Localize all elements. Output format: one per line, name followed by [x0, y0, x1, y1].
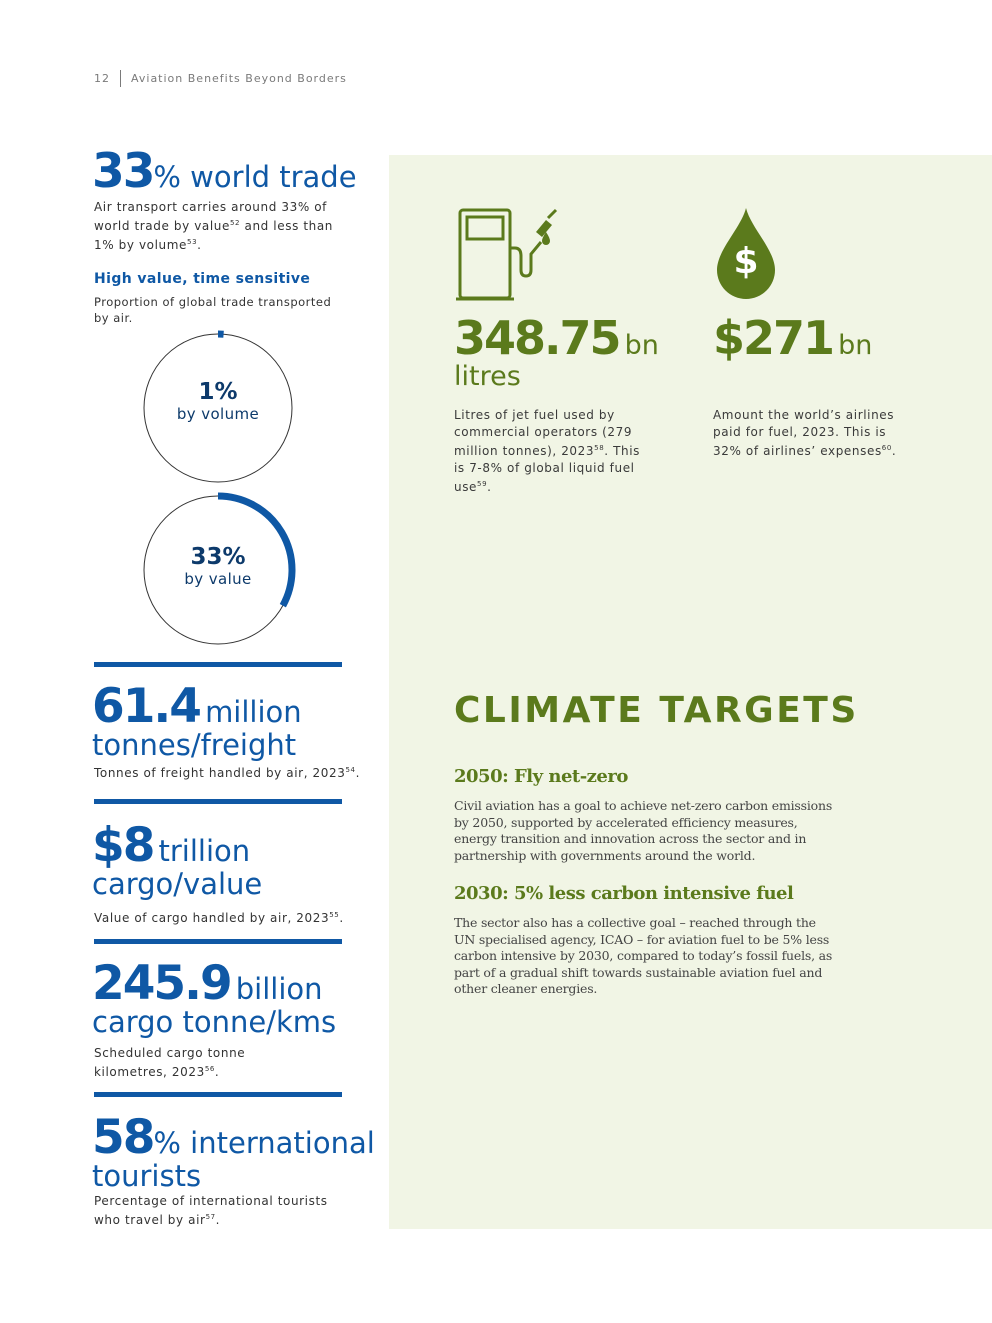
header-divider	[120, 70, 121, 87]
footnote-ref: 57	[205, 1212, 216, 1221]
freight-unit: million	[205, 695, 302, 729]
desc-text: Scheduled cargo tonne kilometres, 2023	[94, 1045, 246, 1079]
footnote-ref: 53	[187, 238, 198, 246]
footnote-ref: 59	[477, 480, 488, 488]
cargo-value-label: cargo/value	[92, 867, 263, 901]
tourists-description	[94, 1193, 354, 1228]
world-trade-value: 33	[92, 144, 154, 199]
page-header	[94, 68, 347, 88]
section-divider	[94, 939, 342, 944]
dollar-sign-glyph: $	[733, 241, 759, 282]
footnote-ref: 54	[345, 765, 356, 774]
footnote-ref: 56	[204, 1064, 215, 1073]
desc-text: .	[339, 910, 344, 925]
desc-text: Amount the world’s airlines paid for fuel, 2023. This is 32% of airlines’ expenses	[713, 408, 895, 458]
desc-text: . This is 7-8% of global liquid fuel use	[454, 444, 641, 494]
jet-fuel-unit: bn	[624, 330, 659, 361]
desc-text: .	[891, 444, 897, 458]
world-trade-unit: % world trade	[153, 160, 357, 194]
cargo-value-stat	[92, 818, 344, 926]
footnote-ref: 52	[229, 219, 241, 227]
desc-text: Air transport carries around 33% of world trade by value	[94, 200, 328, 233]
fuel-cost-value: $271	[713, 311, 834, 365]
jet-fuel-description	[454, 407, 649, 496]
high-value-heading: High value, time sensitive	[94, 271, 311, 287]
volume-donut-label	[140, 380, 296, 423]
desc-text: Litres of jet fuel used by commercial operators (279 million tonnes), 2023	[454, 408, 633, 458]
cargo-value-value: $8	[92, 818, 154, 873]
freight-value: 61.4	[92, 679, 200, 734]
document-title: Aviation Benefits Beyond Borders	[131, 71, 347, 85]
section-divider	[94, 1092, 342, 1097]
desc-text: .	[355, 765, 361, 780]
cargo-tonne-kms-stat	[92, 956, 337, 1080]
jet-fuel-stat	[454, 311, 659, 393]
fuel-pump-icon	[454, 206, 558, 304]
jet-fuel-label: litres	[454, 361, 521, 392]
target-2030-body: The sector also has a collective goal – reached through the UN specialised agency, ICAO – for aviation fuel to be 5% less carbon intensive by 2030, compared to today’s fossil fuels, as part of a gradual shift towards sustainable aviation fuel and other cleaner energies.	[454, 915, 833, 996]
climate-targets-title: CLIMATE TARGETS	[454, 690, 859, 731]
jet-fuel-value: 348.75	[454, 311, 620, 365]
target-2030-heading: 2030: 5% less carbon intensive fuel	[454, 883, 794, 904]
target-2050-heading: 2050: Fly net-zero	[454, 766, 628, 787]
value-percentage: 33%	[190, 544, 246, 570]
volume-percentage: 1%	[198, 379, 238, 405]
volume-caption: by volume	[176, 405, 260, 424]
desc-text: Percentage of international tourists who travel by air	[94, 1193, 328, 1227]
cargo-tonne-kms-value: 245.9	[92, 956, 231, 1011]
cargo-value-description	[94, 907, 344, 926]
fuel-cost-description	[713, 407, 913, 460]
cargo-tonne-kms-label: cargo tonne/kms	[92, 1005, 337, 1039]
section-divider	[94, 662, 342, 667]
tourists-stat	[92, 1110, 375, 1228]
world-trade-stat	[92, 144, 357, 253]
cargo-tonne-kms-unit: billion	[235, 972, 323, 1006]
tourists-label: tourists	[92, 1159, 202, 1193]
footnote-ref: 58	[594, 444, 605, 452]
tourists-value: 58	[92, 1110, 154, 1165]
desc-text: and less than 1% by volume	[94, 219, 334, 252]
footnote-ref: 55	[329, 910, 340, 919]
dollar-drop-icon	[713, 206, 779, 302]
cargo-tonne-kms-description	[94, 1045, 284, 1080]
desc-text: .	[215, 1212, 221, 1227]
cargo-value-unit: trillion	[158, 834, 251, 868]
value-donut-label	[140, 545, 296, 588]
fuel-cost-stat	[713, 311, 873, 365]
desc-text: .	[487, 480, 492, 494]
desc-text: Tonnes of freight handled by air, 2023	[94, 765, 346, 780]
value-caption: by value	[184, 570, 252, 589]
desc-text: Value of cargo handled by air, 2023	[94, 910, 330, 925]
world-trade-description	[94, 199, 344, 253]
freight-stat	[92, 679, 361, 781]
section-divider	[94, 799, 342, 804]
tourists-unit: % international	[153, 1126, 375, 1160]
footnote-ref: 60	[881, 444, 892, 452]
target-2050-body: Civil aviation has a goal to achieve net-zero carbon emissions by 2050, supported by accelerated efficiency measures, energy transition and innovation across the sector and in partnership with governments around the world.	[454, 798, 833, 863]
high-value-description: Proportion of global trade transported by air.	[94, 295, 332, 325]
freight-description	[94, 762, 360, 781]
freight-label: tonnes/freight	[92, 728, 297, 762]
desc-text: .	[197, 238, 202, 252]
page-number: 12	[94, 71, 110, 85]
fuel-cost-unit: bn	[838, 330, 873, 361]
desc-text: .	[214, 1064, 220, 1079]
